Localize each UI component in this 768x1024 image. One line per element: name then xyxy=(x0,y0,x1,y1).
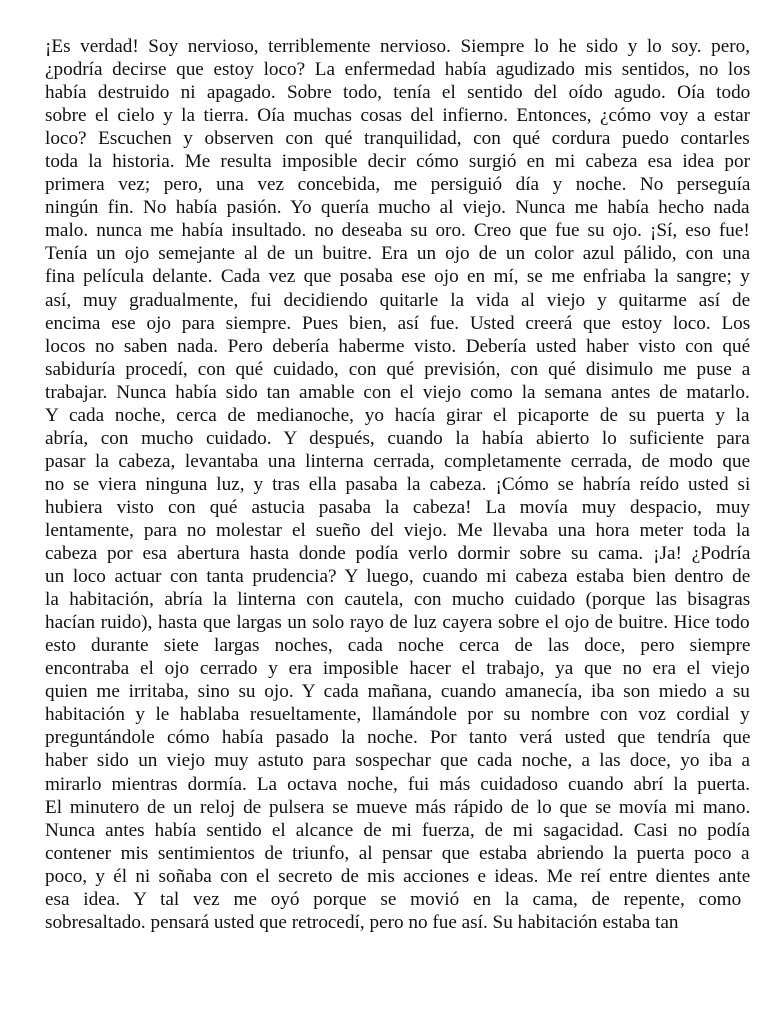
text-line: un loco actuar con tanta prudencia? Y luego, cuando mi cabeza estaba bien dentro de xyxy=(45,566,751,588)
text-line: loco? Escuchen y observen con qué tranquilidad, con qué cordura puedo contarles xyxy=(45,128,750,150)
text-line: pasar la cabeza, levantaba una linterna cerrada, completamente cerrada, de modo que xyxy=(45,450,751,472)
text-line: Nunca antes había sentido el alcance de mi fuerza, de mi sagacidad. Casi no podía xyxy=(45,819,750,841)
text-line: malo. nunca me había insultado. no deseaba su oro. Creo que fue su ojo. ¡Sí, eso fue! xyxy=(45,220,750,242)
text-line: sabiduría procedí, con qué cuidado, con qué previsión, con qué disimulo me puse a xyxy=(45,358,751,380)
text-line: mirarlo mientras dormía. La octava noche, fui más cuidadoso cuando abrí la puerta. xyxy=(45,773,751,795)
text-line: sobresaltado. pensará usted que retrocedí, pero no fue así. Su habitación estaba tan xyxy=(45,911,679,933)
text-line: ningún fin. No había pasión. Yo quería mucho al viejo. Nunca me había hecho nada xyxy=(45,197,750,219)
text-line: contener mis sentimientos de triunfo, al pensar que estaba abriendo la puerta poco a xyxy=(45,842,750,864)
text-line: lentamente, para no molestar el sueño del viejo. Me llevaba una hora meter toda la xyxy=(45,519,750,541)
text-line: fina película delante. Cada vez que posaba ese ojo en mí, se me enfriaba la sangre; y xyxy=(45,266,750,288)
text-line: abría, con mucho cuidado. Y después, cuando la había abierto lo suficiente para xyxy=(45,427,750,449)
text-line: así, muy gradualmente, fui decidiendo quitarle la vida al viejo y quitarme así de xyxy=(45,289,751,311)
text-line: la habitación, abría la linterna con cautela, con mucho cuidado (porque las bisagras xyxy=(45,589,751,611)
text-line: no se viera ninguna luz, y tras ella pasaba la cabeza. ¡Cómo se habría reído usted si xyxy=(45,473,751,495)
text-line: toda la historia. Me resulta imposible decir cómo surgió en mi cabeza esa idea por xyxy=(45,151,751,173)
text-line: trabajar. Nunca había sido tan amable con el viejo como la semana antes de matarlo. xyxy=(45,381,750,403)
text-line: hubiera visto con qué astucia pasaba la cabeza! La movía muy despacio, muy xyxy=(45,496,751,518)
text-line: primera vez; pero, una vez concebida, me persiguió día y noche. No perseguía xyxy=(45,174,751,196)
text-line: poco, y él ni soñaba con el secreto de mis acciones e ideas. Me reí entre dientes ante xyxy=(45,865,751,887)
text-line: habitación y le hablaba resueltamente, llamándole por su nombre con voz cordial y xyxy=(45,704,750,726)
text-line: cabeza por esa abertura hasta donde podía verlo dormir sobre su cama. ¡Ja! ¿Podría xyxy=(45,543,751,565)
text-line: ¡Es verdad! Soy nervioso, terriblemente nervioso. Siempre lo he sido y lo soy. pero, xyxy=(45,36,751,57)
text-line: Tenía un ojo semejante al de un buitre. Era un ojo de un color azul pálido, con una xyxy=(45,243,751,265)
text-line: haber sido un viejo muy astuto para sospechar que cada noche, a las doce, yo iba a xyxy=(45,750,750,772)
text-line: quien me irritaba, sino su ojo. Y cada mañana, cuando amanecía, iba son miedo a su xyxy=(45,681,750,703)
text-line: hacían ruido), hasta que largas un solo rayo de luz cayera sobre el ojo de buitre. Hice todo xyxy=(45,612,750,634)
text-line: preguntándole cómo había pasado la noche. Por tanto verá usted que tendría que xyxy=(45,727,751,749)
text-line: Y cada noche, cerca de medianoche, yo hacía girar el picaporte de su puerta y la xyxy=(45,404,750,426)
text-line: esto durante siete largas noches, cada noche cerca de las doce, pero siempre xyxy=(45,635,751,657)
body-text xyxy=(45,35,750,934)
text-line: ¿podría decirse que estoy loco? La enfermedad había agudizado mis sentidos, no los xyxy=(45,59,751,81)
text-line: locos no saben nada. Pero debería haberme visto. Debería usted haber visto con qué xyxy=(45,335,751,357)
text-line: El minutero de un reloj de pulsera se mueve más rápido de lo que se movía mi mano. xyxy=(45,796,751,818)
text-line: encontraba el ojo cerrado y era imposible hacer el trabajo, ya que no era el viejo xyxy=(45,658,750,680)
text-line: sobre el cielo y la tierra. Oía muchas cosas del infierno. Entonces, ¿cómo voy a estar xyxy=(45,105,751,127)
text-line: había destruido ni apagado. Sobre todo, tenía el sentido del oído agudo. Oía todo xyxy=(45,82,751,104)
text-line: encima ese ojo para siempre. Pues bien, así fue. Usted creerá que estoy loco. Los xyxy=(45,312,751,334)
text-line: esa idea. Y tal vez me oyó porque se movió en la cama, de repente, como xyxy=(45,888,742,910)
